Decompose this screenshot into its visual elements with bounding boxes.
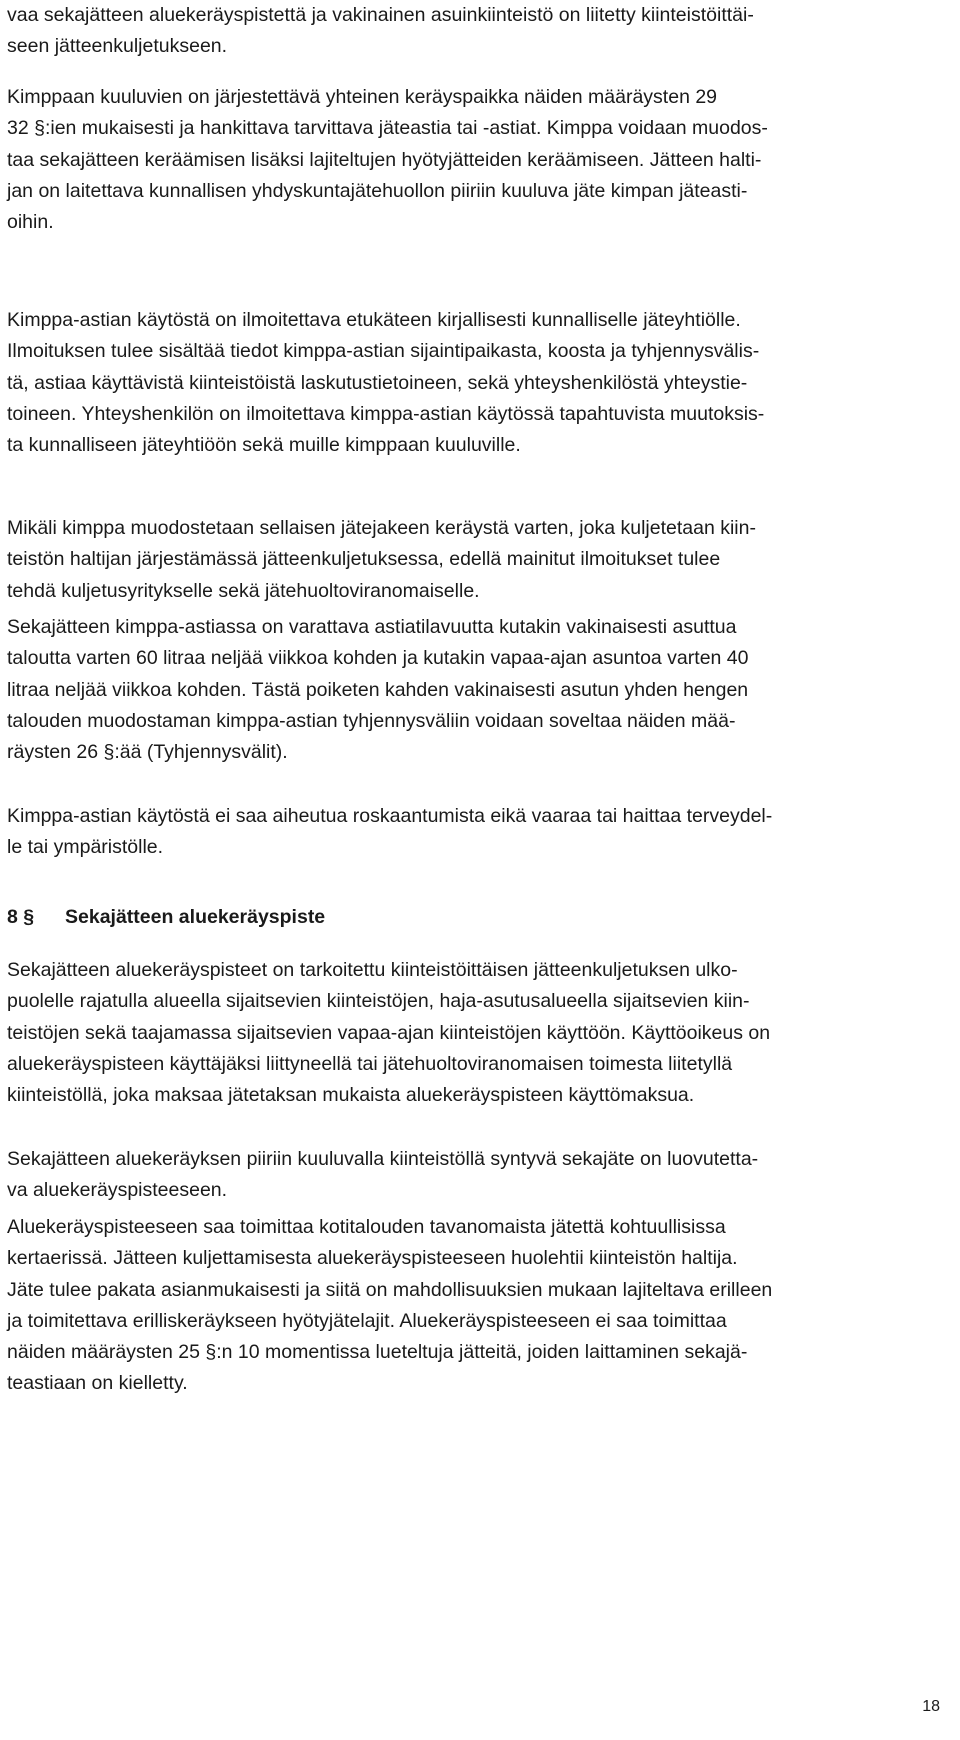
page-number: 18: [922, 1698, 940, 1715]
text-line: Mikäli kimppa muodostetaan sellaisen jätejakeen keräystä varten, joka kuljetetaan kiin-: [7, 517, 756, 539]
text-line: va aluekeräyspisteeseen.: [7, 1179, 228, 1202]
text-line: räysten 26 §:ää (Tyhjennysvälit).: [7, 741, 288, 764]
text-line: taloutta varten 60 litraa neljää viikkoa kohden ja kutakin vapaa-ajan asuntoa varten 40: [7, 647, 749, 670]
paragraph-regional-collection-points: [7, 955, 770, 1111]
text-line: Sekajätteen kimppa-astiassa on varattava astiatilavuutta kutakin vakinaisesti asuttua: [7, 616, 737, 638]
text-line: jan on laitettava kunnallisen yhdyskuntajätehuollon piiriin kuuluva jäte kimpan jäteasti-: [7, 179, 748, 202]
section-heading: [7, 902, 325, 933]
text-line: toineen. Yhteyshenkilön on ilmoitettava kimppa-astian käytössä tapahtuvista muutoksis-: [7, 402, 765, 425]
text-line: Sekajätteen aluekeräyspisteet on tarkoitettu kiinteistöittäisen jätteenkuljetuksen ulko-: [7, 959, 738, 981]
section-title: Sekajätteen aluekeräyspiste: [65, 906, 326, 928]
text-line: Kimppaan kuuluvien on järjestettävä yhteinen keräyspaikka näiden määräysten 29: [7, 86, 718, 108]
text-line: litraa neljää viikkoa kohden. Tästä poiketen kahden vakinaisesti asutun yhden hengen: [7, 678, 749, 701]
text-line: teistöjen sekä taajamassa sijaitsevien vapaa-ajan kiinteistöjen käyttöön. Käyttöoikeus on: [7, 1021, 771, 1044]
paragraph-littering: [7, 801, 772, 864]
text-line: tä, astiaa käyttävistä kiinteistöistä laskutustietoineen, sekä yhteyshenkilöstä yhteystie-: [7, 371, 748, 394]
section-number: 8 §: [7, 906, 35, 928]
paragraph-kimppa-collection-point: [7, 82, 768, 238]
text-line: puolelle rajatulla alueella sijaitsevien kiinteistöjen, haja-asutusalueella sijaitsevien kiin-: [7, 990, 750, 1013]
text-line: le tai ympäristölle.: [7, 836, 164, 859]
text-line: näiden määräysten 25 §:n 10 momentissa lueteltuja jätteitä, joiden laittaminen sekajä-: [7, 1341, 748, 1364]
text-line: taa sekajätteen keräämisen lisäksi lajiteltujen hyötyjätteiden keräämiseen. Jätteen halti-: [7, 148, 762, 171]
text-line: Aluekeräyspisteeseen saa toimittaa kotitalouden tavanomaista jätettä kohtuullisissa: [7, 1216, 726, 1238]
text-line: 32 §:ien mukaisesti ja hankittava tarvittava jäteastia tai -astiat. Kimppa voidaan muodos-: [7, 117, 768, 140]
intro-paragraph: [7, 0, 754, 63]
text-line: talouden muodostaman kimppa-astian tyhjennysväliin voidaan soveltaa näiden mää-: [7, 709, 736, 732]
text-line: aluekeräyspisteen käyttäjäksi liittyneellä tai jätehuoltoviranomaisen toimesta liitetyllä: [7, 1052, 733, 1075]
text-line: Jäte tulee pakata asianmukaisesti ja siitä on mahdollisuuksien mukaan lajiteltava erilleen: [7, 1278, 773, 1301]
text-line: kertaerissä. Jätteen kuljettamisesta aluekeräyspisteeseen huolehtii kiinteistön haltija.: [7, 1247, 738, 1270]
text-line: teastiaan on kielletty.: [7, 1372, 188, 1395]
text-line: tehdä kuljetusyritykselle sekä jätehuoltoviranomaiselle.: [7, 579, 480, 602]
paragraph-allowed-waste: [7, 1212, 772, 1400]
text-line: teistön haltijan järjestämässä jätteenkuljetuksessa, edellä mainitut ilmoitukset tulee: [7, 548, 721, 571]
text-line: Kimppa-astian käytöstä on ilmoitettava etukäteen kirjallisesti kunnalliselle jäteyhtiölle.: [7, 309, 741, 331]
text-line: ta kunnalliseen jäteyhtiöön sekä muille kimppaan kuuluville.: [7, 434, 521, 457]
text-line: seen jätteenkuljetukseen.: [7, 35, 228, 58]
text-line: Kimppa-astian käytöstä ei saa aiheutua roskaantumista eikä vaaraa tai haittaa terveydel-: [7, 805, 773, 827]
text-line: Sekajätteen aluekeräyksen piiriin kuuluvalla kiinteistöllä syntyvä sekajäte on luovutetta-: [7, 1148, 759, 1170]
paragraph-kimppa-notification: [7, 305, 764, 461]
paragraph-transport-company-notice: [7, 513, 756, 607]
text-line: kiinteistöllä, joka maksaa jätetaksan mukaista aluekeräyspisteen käyttömaksua.: [7, 1084, 695, 1107]
text-line: vaa sekajätteen aluekeräyspistettä ja vakinainen asuinkiinteistö on liitetty kiinteistöittäi-: [7, 4, 754, 26]
paragraph-container-volume: [7, 612, 749, 768]
text-line: ja toimitettava erilliskeräykseen hyötyjätelajit. Aluekeräyspisteeseen ei saa toimittaa: [7, 1309, 727, 1332]
paragraph-mixed-waste-delivery: [7, 1144, 758, 1207]
text-line: oihin.: [7, 211, 54, 234]
text-line: Ilmoituksen tulee sisältää tiedot kimppa-astian sijaintipaikasta, koosta ja tyhjennysvälis-: [7, 340, 760, 363]
